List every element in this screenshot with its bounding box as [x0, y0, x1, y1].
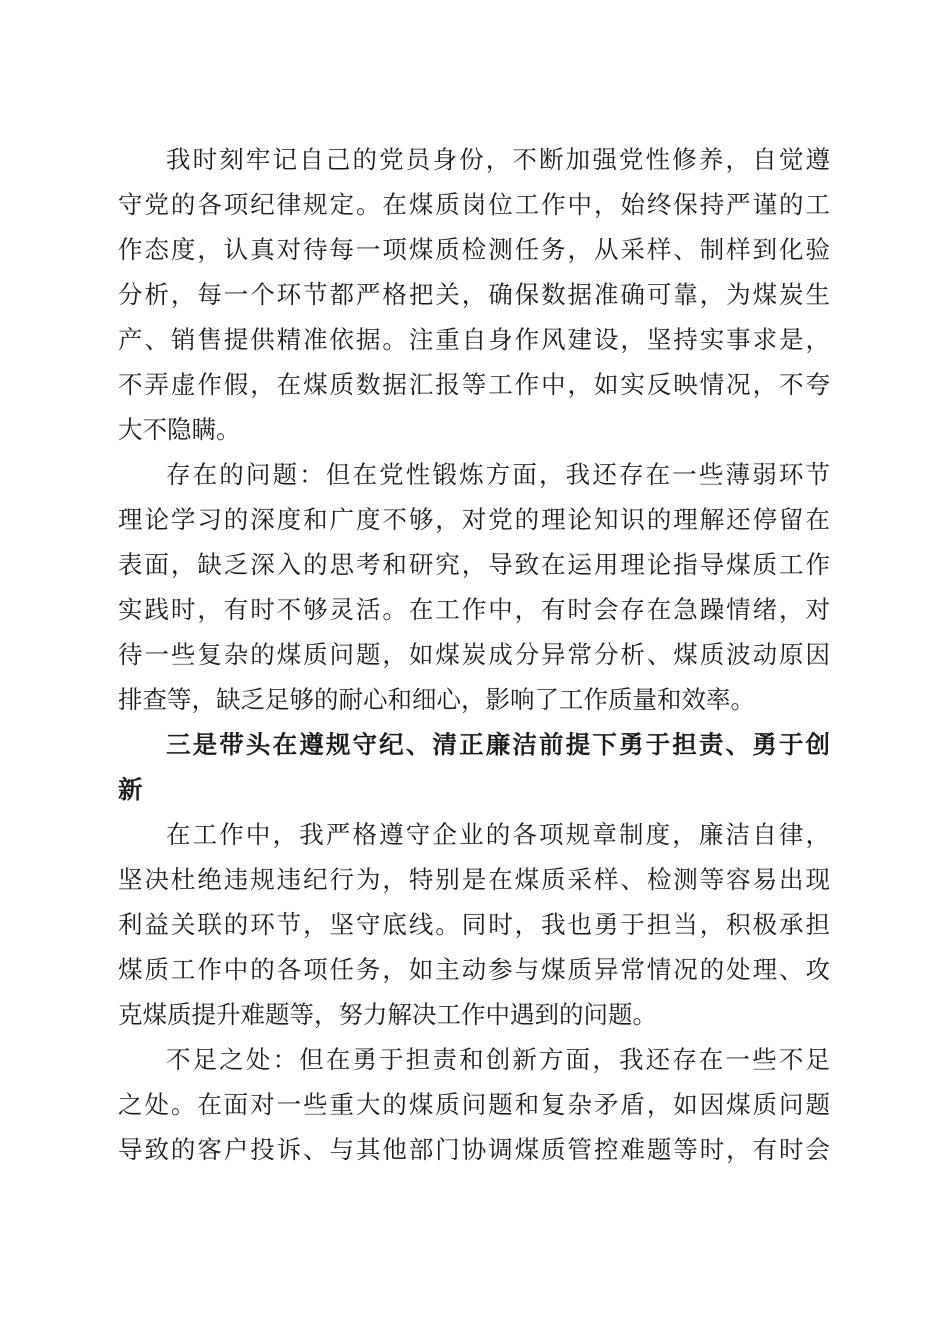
paragraph-4-line-1: 不足之处：但在勇于担责和创新方面，我还存在一些不足: [166, 1045, 830, 1074]
paragraph-1-line-7: 大不隐瞒。: [118, 415, 241, 444]
paragraph-3-line-5: 克煤质提升难题等，努力解决工作中遇到的问题。: [118, 1000, 657, 1029]
paragraph-1-line-3: 作态度，认真对待每一项煤质检测任务，从采样、制样到化验: [118, 235, 830, 264]
paragraph-2-line-4: 实践时，有时不够灵活。在工作中，有时会存在急躁情绪，对: [118, 595, 830, 624]
paragraph-3-line-4: 煤质工作中的各项任务，如主动参与煤质异常情况的处理、攻: [118, 955, 830, 984]
paragraph-3-line-1: 在工作中，我严格遵守企业的各项规章制度，廉洁自律，: [166, 820, 830, 849]
section-heading-line-2: 新: [118, 775, 143, 804]
paragraph-3-line-2: 坚决杜绝违规违纪行为，特别是在煤质采样、检测等容易出现: [118, 865, 830, 894]
paragraph-2-line-3: 表面，缺乏深入的思考和研究，导致在运用理论指导煤质工作: [118, 550, 830, 579]
paragraph-4-line-2: 之处。在面对一些重大的煤质问题和复杂矛盾，如因煤质问题: [118, 1090, 830, 1119]
paragraph-1-line-4: 分析，每一个环节都严格把关，确保数据准确可靠，为煤炭生: [118, 280, 830, 309]
paragraph-2-line-6: 排查等，缺乏足够的耐心和细心，影响了工作质量和效率。: [118, 685, 755, 714]
paragraph-1-line-2: 守党的各项纪律规定。在煤质岗位工作中，始终保持严谨的工: [118, 190, 830, 219]
paragraph-4-line-3: 导致的客户投诉、与其他部门协调煤质管控难题等时，有时会: [118, 1135, 830, 1164]
paragraph-2-line-1: 存在的问题：但在党性锻炼方面，我还存在一些薄弱环节: [166, 460, 830, 489]
paragraph-2-line-2: 理论学习的深度和广度不够，对党的理论知识的理解还停留在: [118, 505, 830, 534]
section-heading-line-1: 三是带头在遵规守纪、清正廉洁前提下勇于担责、勇于创: [166, 730, 830, 759]
paragraph-3-line-3: 利益关联的环节，坚守底线。同时，我也勇于担当，积极承担: [118, 910, 830, 939]
paragraph-1-line-6: 不弄虚作假，在煤质数据汇报等工作中，如实反映情况，不夸: [118, 370, 830, 399]
paragraph-1-line-5: 产、销售提供精准依据。注重自身作风建设，坚持实事求是，: [118, 325, 830, 354]
paragraph-1-line-1: 我时刻牢记自己的党员身份，不断加强党性修养，自觉遵: [166, 145, 830, 174]
paragraph-2-line-5: 待一些复杂的煤质问题，如煤炭成分异常分析、煤质波动原因: [118, 640, 830, 669]
